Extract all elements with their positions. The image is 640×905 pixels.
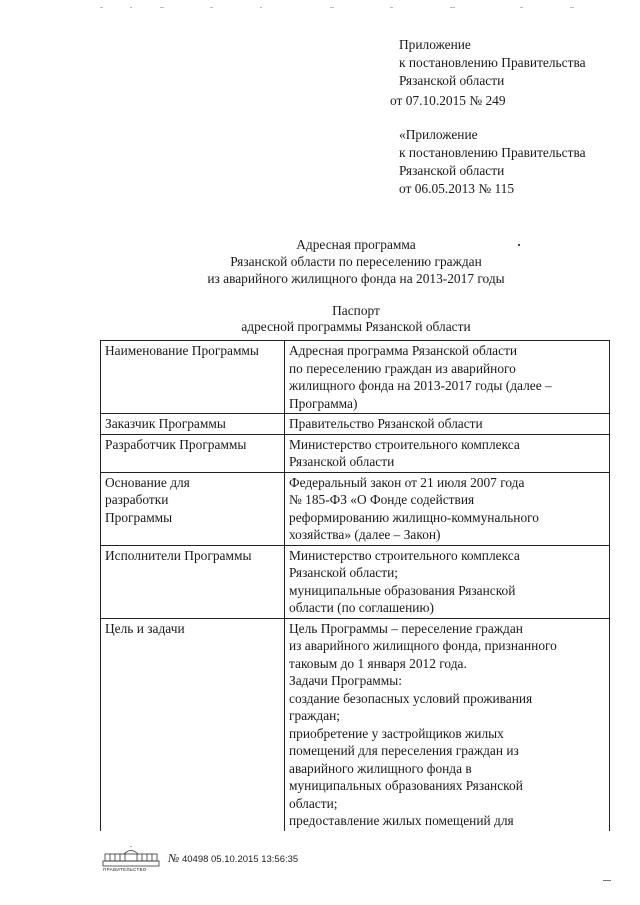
passport-key-line: Исполнители Программы xyxy=(105,547,252,563)
scan-artifact-dots xyxy=(0,6,640,10)
passport-title-line1: Паспорт xyxy=(332,303,380,318)
passport-value-line: муниципальные образования Рязанской xyxy=(289,582,516,598)
passport-row xyxy=(101,414,610,435)
passport-row-key xyxy=(101,434,285,472)
passport-value-line: Цель Программы – переселение граждан xyxy=(289,620,523,636)
passport-row-key xyxy=(101,414,285,435)
passport-key-line: разработки xyxy=(105,492,169,507)
passport-row xyxy=(101,545,610,618)
passport-key-line: Заказчик Программы xyxy=(105,416,226,431)
passport-row-value xyxy=(285,434,610,472)
program-title-line1: Адресная программа xyxy=(296,237,416,252)
passport-value-line: Федеральный закон от 21 июля 2007 года xyxy=(289,474,525,490)
passport-value-line: таковым до 1 января 2012 года. xyxy=(289,655,467,671)
passport-value-line: граждан; xyxy=(289,708,341,723)
passport-key-line: Наименование Программы xyxy=(105,343,259,358)
passport-value-line: Задачи Программы: xyxy=(289,673,402,688)
seal-caption: ПРАВИТЕЛЬСТВО xyxy=(103,867,147,872)
passport-value-line: приобретение у застройщиков жилых xyxy=(289,725,504,741)
passport-value-line: по переселению граждан из аварийного xyxy=(289,360,516,376)
passport-value-line: области (по соглашению) xyxy=(289,600,434,615)
passport-value-line: Адресная программа Рязанской области xyxy=(289,343,518,358)
passport-value-line: № 185-ФЗ «О Фонде содействия xyxy=(289,492,475,507)
passport-row-value xyxy=(285,472,610,545)
registration-number-date: 40498 05.10.2015 13:56:35 xyxy=(181,854,299,865)
scan-speck xyxy=(518,244,520,246)
passport-table xyxy=(100,340,610,831)
appendix-current-date: от 07.10.2015 № 249 xyxy=(390,93,506,108)
passport-row xyxy=(101,472,610,545)
passport-value-line: Программа) xyxy=(289,395,358,411)
appendix-previous-line3: Рязанской области xyxy=(399,163,505,178)
passport-value-line: Рязанской области; xyxy=(289,565,398,580)
passport-value-line: хозяйства» (далее – Закон) xyxy=(289,527,441,542)
passport-value-line: создание безопасных условий проживания xyxy=(289,690,533,706)
appendix-previous-line1: «Приложение xyxy=(399,127,478,142)
passport-key-line: Программы xyxy=(105,509,173,525)
program-title-line2: Рязанской области по переселению граждан xyxy=(230,254,482,269)
appendix-current-line3: Рязанской области xyxy=(399,73,505,88)
passport-key-line: Цель и задачи xyxy=(105,620,185,636)
number-sign: № xyxy=(168,851,180,865)
passport-key-line: Разработчик Программы xyxy=(105,436,247,452)
passport-key-line: Основание для xyxy=(105,474,190,490)
passport-row xyxy=(101,618,610,831)
appendix-current-line1: Приложение xyxy=(399,37,471,52)
appendix-current-line2: к постановлению Правительства xyxy=(399,55,586,70)
passport-value-line: аварийного жилищного фонда в xyxy=(289,760,472,776)
passport-value-line: Министерство строительного комплекса xyxy=(289,547,520,563)
government-building-logo xyxy=(102,846,160,868)
program-title-line3: из аварийного жилищного фонда на 2013-2017 годы xyxy=(207,271,505,286)
passport-title-line2: адресной программы Рязанской области xyxy=(241,319,471,334)
passport-value-line: предоставление жилых помещений для xyxy=(289,813,514,828)
passport-value-line: Рязанской области xyxy=(289,454,395,469)
passport-value-line: Правительство Рязанской области xyxy=(289,416,483,431)
appendix-previous-line2: к постановлению Правительства xyxy=(399,145,586,160)
registration-stamp xyxy=(168,851,298,866)
passport-value-line: Министерство строительного комплекса xyxy=(289,436,520,452)
passport-value-line: жилищного фонда на 2013-2017 годы (далее – xyxy=(289,378,552,393)
appendix-previous-date: от 06.05.2013 № 115 xyxy=(399,181,515,196)
passport-value-line: из аварийного жилищного фонда, признанного xyxy=(289,638,557,653)
passport-value-line: муниципальных образованиях Рязанской xyxy=(289,778,523,793)
passport-row xyxy=(101,341,610,414)
passport-row-value xyxy=(285,341,610,414)
passport-row-value xyxy=(285,545,610,618)
passport-value-line: области; xyxy=(289,795,338,811)
passport-row-value xyxy=(285,414,610,435)
passport-row-key xyxy=(101,545,285,618)
passport-value-line: помещений для переселения граждан из xyxy=(289,743,519,758)
passport-value-line: реформированию жилищно-коммунального xyxy=(289,509,540,525)
passport-row xyxy=(101,434,610,472)
passport-row-value xyxy=(285,618,610,831)
scan-speck xyxy=(603,880,611,881)
passport-row-key xyxy=(101,341,285,414)
passport-row-key xyxy=(101,472,285,545)
passport-row-key xyxy=(101,618,285,831)
